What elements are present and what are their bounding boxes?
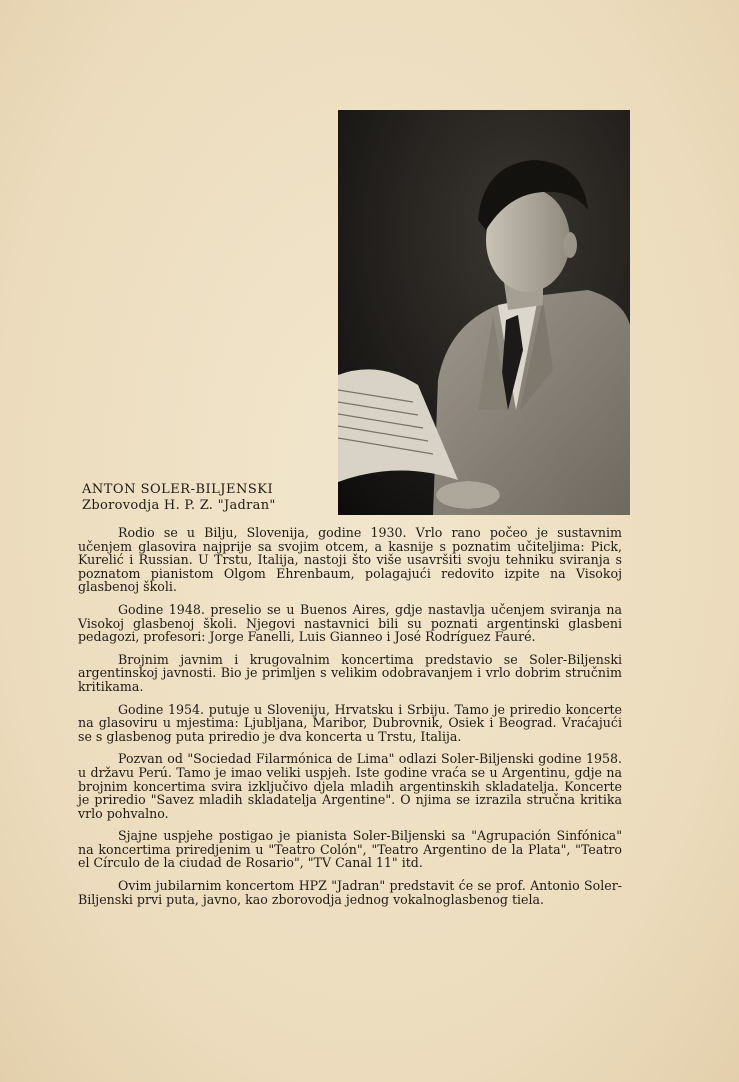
biography-text [78,526,622,915]
paragraph: Rodio se u Bilju, Slovenija, godine 1930. Vrlo rano počeo je sustavnim učenjem glasovira najprije sa svojim otcem, a kasnije s poznatim učiteljima: Pick, Kurelić i Russian. U Trstu, Italija, nastoji što više usavršiti svoju tehniku sviranja s poznatom pianistom Olgom Ehrenbaum, polagajući redovito izpite na Visokoj glasbenoj školi. [78,525,622,595]
paragraph: Ovim jubilarnim koncertom HPZ "Jadran" predstavit će se prof. Antonio Soler-Biljenski prvi puta, javno, kao zborovodja jednog vokalnoglasbenog tiela. [78,878,622,907]
person-role: Zborovodja H. P. Z. "Jadran" [82,498,276,513]
portrait-photo [338,110,630,515]
paragraph: Godine 1948. preselio se u Buenos Aires, gdje nastavlja učenjem sviranja na Visokoj glasbenoj školi. Njegovi nastavnici bili su poznati argentinski glasbeni pedagozi, profesori: Jorge Fanelli, Luis Gianneo i José Rodríguez Fauré. [78,601,622,645]
paragraph: Sjajne uspjehe postigao je pianista Soler-Biljenski sa "Agrupación Sinfónica" na koncertima priredjenim u "Teatro Colón", "Teatro Argentino de la Plata", "Teatro el Círculo de la ciudad de Rosario", "TV Canal 11" itd. [78,828,622,871]
paragraph: Godine 1954. putuje u Sloveniju, Hrvatsku i Srbiju. Tamo je priredio koncerte na glasoviru u mjestima: Ljubljana, Maribor, Dubrovnik, Osiek i Beograd. Vraćajući se s glasbenog puta priredio je dva koncerta u Trstu, Italija. [78,701,622,744]
person-name: ANTON SOLER-BILJENSKI [82,482,274,497]
paragraph: Pozvan od "Sociedad Filarmónica de Lima" odlazi Soler-Biljenski godine 1958. u državu Perú. Tamo je imao veliki uspjeh. Iste godine vraća se u Argentinu, gdje na brojnim koncertima svira izključivo djela mladih argentinskih skladatelja. Koncerte je priredio "Savez mladih skladatelja Argentine". O njima se izrazila stručna kritika vrlo pohvalno. [78,751,622,821]
paragraph: Brojnim javnim i krugovalnim koncertima predstavio se Soler-Biljenski argentinskoj javnosti. Bio je primljen s velikim odobravanjem i vrlo dobrim stručnim kritikama. [78,651,622,694]
photo-caption [82,482,332,514]
portrait-photo-man-reading-score [338,110,630,515]
